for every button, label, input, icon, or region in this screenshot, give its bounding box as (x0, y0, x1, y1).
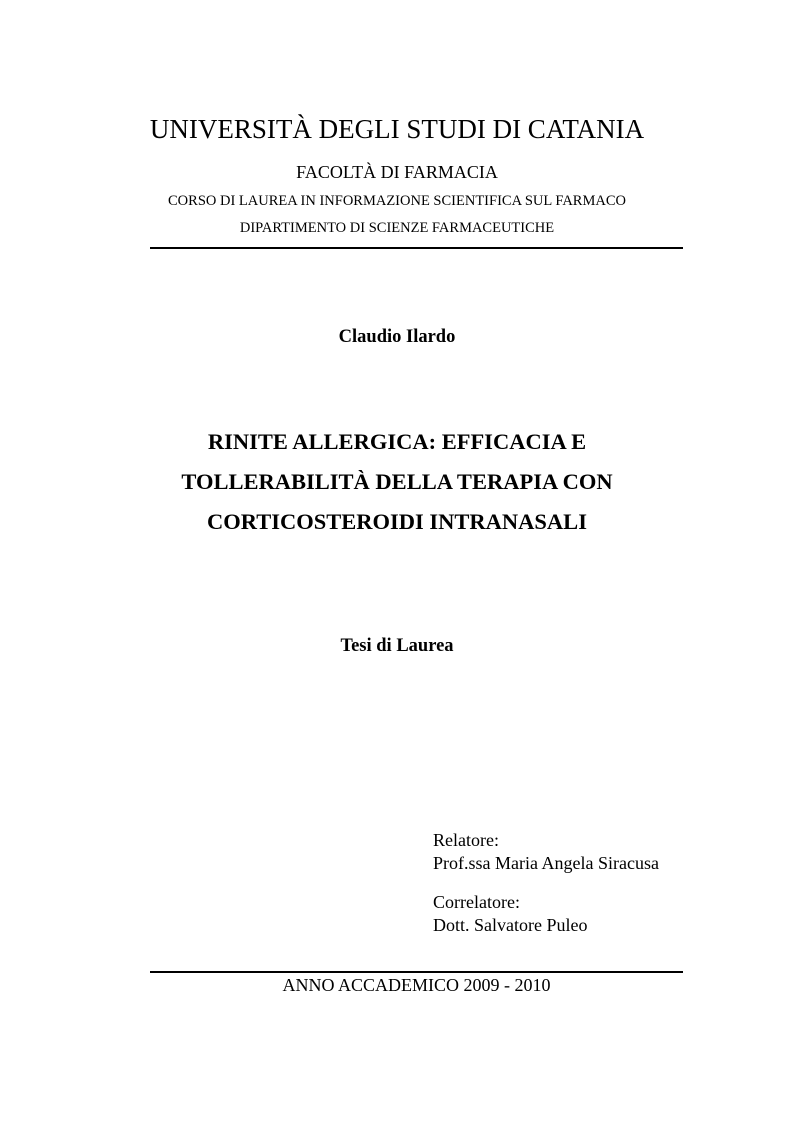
department-name: DIPARTIMENTO DI SCIENZE FARMACEUTICHE (239, 220, 555, 236)
supervisors-block (433, 829, 763, 937)
relatore-label: Relatore: (433, 830, 499, 850)
thesis-title-line-2: TOLLERABILITÀ DELLA TERAPIA CON (181, 469, 613, 494)
correlatore-name: Dott. Salvatore Puleo (433, 915, 588, 935)
document-type: Tesi di Laurea (340, 636, 454, 656)
faculty-name: FACOLTÀ DI FARMACIA (296, 162, 498, 182)
author-name: Claudio Ilardo (338, 327, 456, 347)
degree-course: CORSO DI LAUREA IN INFORMAZIONE SCIENTIFICA SUL FARMACO (168, 193, 626, 209)
thesis-title-line-1: RINITE ALLERGICA: EFFICACIA E (207, 429, 587, 454)
correlatore-label: Correlatore: (433, 892, 520, 912)
relatore-name: Prof.ssa Maria Angela Siracusa (433, 853, 659, 873)
thesis-title (0, 422, 794, 542)
university-name: UNIVERSITÀ DEGLI STUDI DI CATANIA (149, 114, 645, 144)
academic-year: ANNO ACCADEMICO 2009 - 2010 (282, 975, 551, 995)
thesis-title-line-3: CORTICOSTEROIDI INTRANASALI (207, 509, 587, 534)
header-divider (150, 247, 683, 249)
